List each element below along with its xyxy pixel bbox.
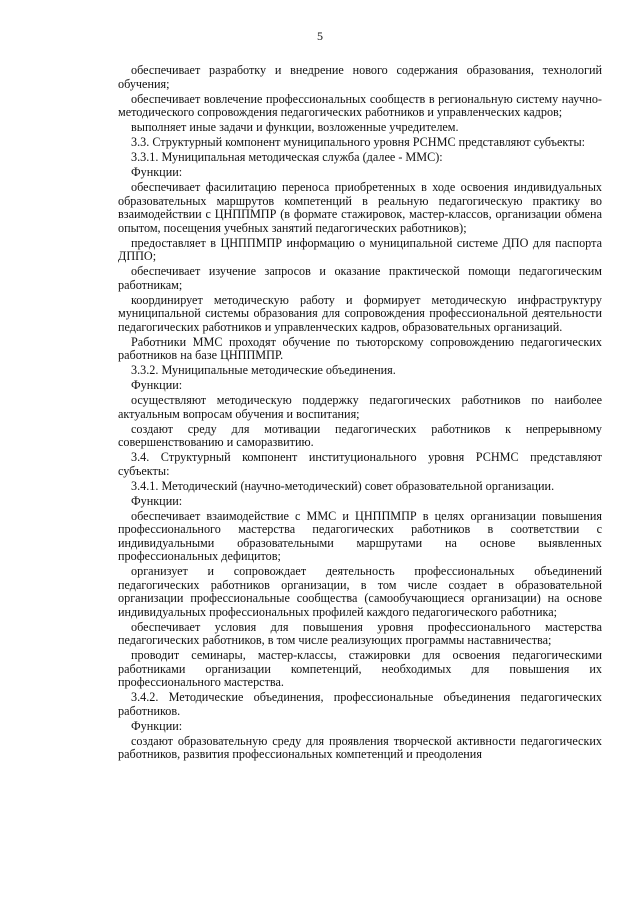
paragraph: 3.3.2. Муниципальные методические объединения. <box>131 363 396 377</box>
page-number: 5 <box>317 29 323 43</box>
paragraph: выполняет иные задачи и функции, возложенные учредителем. <box>131 120 459 134</box>
document-body <box>118 64 602 763</box>
paragraph: Работники ММС проходят обучение по тьюторскому сопровождению педагогических работников на базе ЦНППМПР. <box>118 334 602 362</box>
paragraph: организует и сопровождает деятельность профессиональных объединений педагогических работников организации, в том числе создает в образовательной организации профессиональные сообщества (самообучающиеся организации) на основе индивидуальных профессиональных профилей каждого педагогического работника; <box>118 564 602 619</box>
paragraph: обеспечивает вовлечение профессиональных сообществ в региональную систему научно-методического сопровождения педагогических работников и управленческих кадров; <box>118 91 602 119</box>
paragraph: координирует методическую работу и формирует методическую инфраструктуру муниципальной системы образования для сопровождения профессиональной деятельности педагогических работников и управленческих кадров, образовательных организаций. <box>118 292 602 334</box>
paragraph: Функции: <box>131 165 183 179</box>
paragraph: осуществляют методическую поддержку педагогических работников по наиболее актуальным вопросам обучения и воспитания; <box>118 393 602 421</box>
paragraph: 3.4.2. Методические объединения, профессиональные объединения педагогических работников. <box>118 690 602 718</box>
paragraph: обеспечивает взаимодействие с ММС и ЦНППМПР в целях организации повышения профессионального мастерства педагогических работников в соответствии с индивидуальными образовательными маршрутами на основе выявленных профессиональных дефицитов; <box>118 508 602 563</box>
paragraph: Функции: <box>131 718 183 733</box>
paragraph: 3.4. Структурный компонент институционального уровня РСНМС представляют субъекты: <box>118 450 602 478</box>
paragraph: 3.4.1. Методический (научно-методический) совет образовательной организации. <box>131 478 555 493</box>
paragraph: проводит семинары, мастер-классы, стажировки для освоения педагогическими работниками организации компетенций, необходимых для повышения их профессионального мастерства. <box>118 648 602 689</box>
paragraph: 3.3. Структурный компонент муниципального уровня РСНМС представляют субъекты: <box>131 135 586 149</box>
paragraph: обеспечивает изучение запросов и оказание практической помощи педагогическим работникам; <box>118 264 602 292</box>
paragraph: создают среду для мотивации педагогических работников к непрерывному совершенствованию и саморазвитию. <box>118 421 602 449</box>
paragraph: обеспечивает условия для повышения уровня профессионального мастерства педагогических работников, в том числе реализующих программы наставничества; <box>118 619 602 647</box>
paragraph: предоставляет в ЦНППМПР информацию о муниципальной системе ДПО для паспорта ДППО; <box>118 235 602 263</box>
paragraph: Функции: <box>131 378 183 392</box>
paragraph: 3.3.1. Муниципальная методическая служба (далее - ММС): <box>131 150 443 164</box>
paragraph: Функции: <box>131 493 183 508</box>
paragraph: обеспечивает фасилитацию переноса приобретенных в ходе освоения индивидуальных образовательных маршрутов компетенций в реальную педагогическую практику во взаимодействии с ЦНППМПР (в формате стажировок, мастер-классов, организации обмена опытом, посещения учебных занятий педагогических работников); <box>118 180 602 235</box>
paragraph: создают образовательную среду для проявления творческой активности педагогических работников, развития профессиональных компетенций и преодоления <box>118 733 602 761</box>
paragraph: обеспечивает разработку и внедрение нового содержания образования, технологий обучения; <box>118 63 602 91</box>
